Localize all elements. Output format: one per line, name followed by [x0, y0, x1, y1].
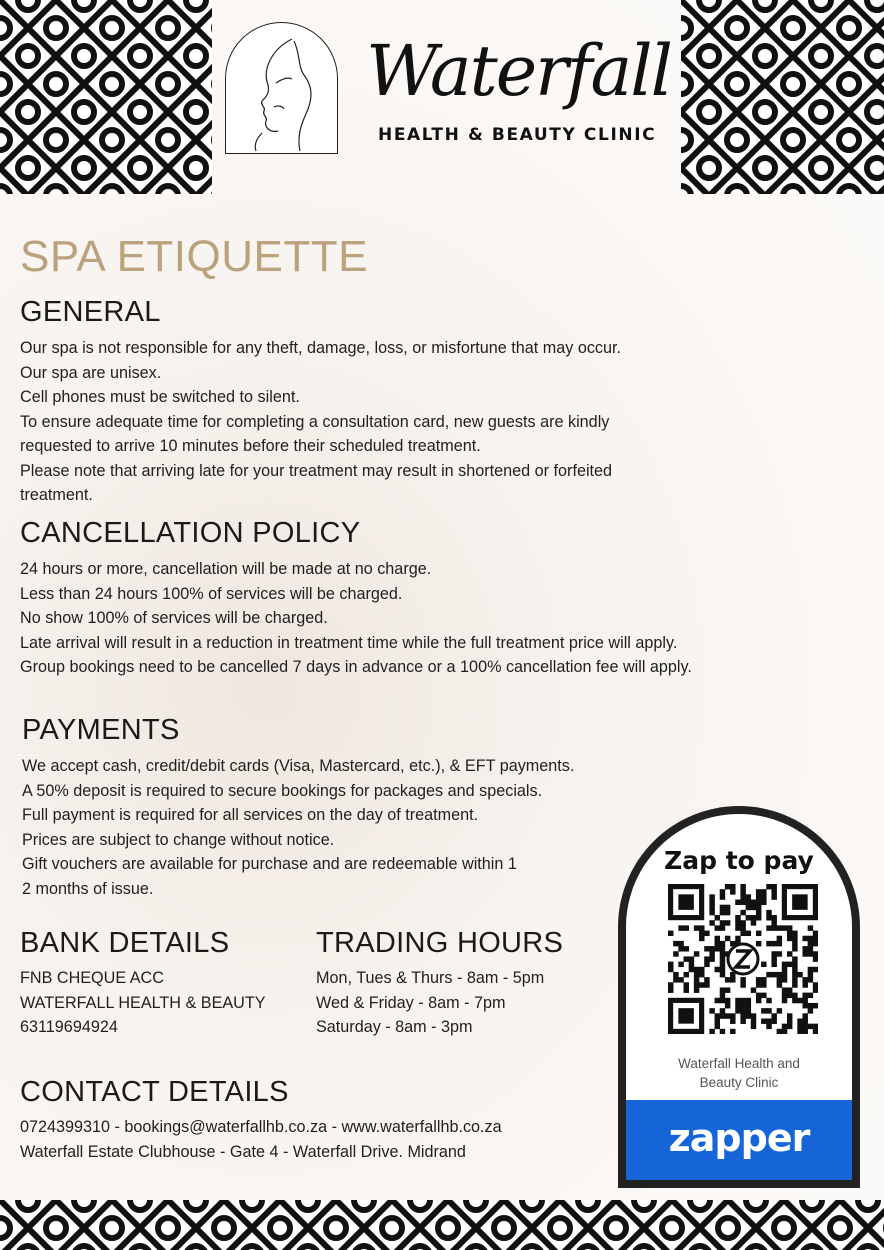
general-line: Our spa is not responsible for any theft, damage, loss, or misfortune that may occur. [20, 339, 622, 357]
qr-code-icon[interactable] [668, 884, 818, 1034]
section-heading-hours: TRADING HOURS [316, 927, 564, 959]
payments-list [22, 754, 574, 901]
payments-line: A 50% deposit is required to secure bookings for packages and specials. [22, 781, 543, 800]
cancellation-line: Late arrival will result in a reduction in treatment time while the full treatment price will apply. [20, 633, 678, 652]
bank-line: FNB CHEQUE ACC [20, 969, 164, 987]
general-line: Please note that arriving late for your treatment may result in shortened or forfeited [20, 461, 613, 480]
payments-line: 2 months of issue. [22, 879, 154, 898]
bank-line: WATERFALL HEALTH & BEAUTY [20, 993, 266, 1012]
section-heading-contact: CONTACT DETAILS [20, 1076, 289, 1108]
zapper-logo: zapper [668, 1116, 810, 1160]
section-heading-payments: PAYMENTS [22, 714, 180, 746]
general-line: Cell phones must be switched to silent. [20, 388, 300, 406]
hours-line: Saturday - 8am - 3pm [316, 1018, 473, 1036]
logo [225, 22, 338, 154]
contact-list [20, 1115, 502, 1164]
general-list [20, 336, 621, 508]
face-line-art-icon [226, 23, 337, 153]
cancellation-line: No show 100% of services will be charged. [20, 609, 328, 627]
hours-line: Wed & Friday - 8am - 7pm [316, 993, 506, 1012]
brand-tagline: HEALTH & BEAUTY CLINIC [378, 125, 657, 145]
zapper-card [618, 806, 860, 1188]
general-line: treatment. [20, 486, 93, 504]
general-line: Our spa are unisex. [20, 363, 162, 382]
payments-line: Prices are subject to change without notice. [22, 830, 335, 849]
decorative-pattern-bottom [0, 1200, 884, 1250]
bank-list [20, 966, 266, 1040]
cancellation-list [20, 557, 692, 680]
zapper-merchant-line: Waterfall Health and [678, 1056, 800, 1071]
general-line: To ensure adequate time for completing a consultation card, new guests are kindly [20, 412, 610, 431]
general-line: requested to arrive 10 minutes before their scheduled treatment. [20, 437, 481, 455]
payments-line: We accept cash, credit/debit cards (Visa, Mastercard, etc.), & EFT payments. [22, 757, 575, 775]
zapper-title: Zap to pay [664, 846, 814, 875]
zapper-brand-band [626, 1100, 852, 1180]
brand-name: Waterfall [366, 30, 672, 112]
zapper-merchant-line: Beauty Clinic [699, 1075, 779, 1090]
section-heading-cancellation: CANCELLATION POLICY [20, 517, 361, 549]
hours-list [316, 966, 544, 1040]
contact-address: Waterfall Estate Clubhouse - Gate 4 - Waterfall Drive. Midrand [20, 1142, 466, 1161]
cancellation-line: Less than 24 hours 100% of services will be charged. [20, 584, 403, 603]
cancellation-line: 24 hours or more, cancellation will be made at no charge. [20, 560, 432, 578]
bank-account-number: 63119694924 [20, 1018, 118, 1036]
contact-line: 0724399310 - bookings@waterfallhb.co.za - www.waterfallhb.co.za [20, 1118, 502, 1136]
hours-line: Mon, Tues & Thurs - 8am - 5pm [316, 969, 545, 987]
decorative-pattern-top-left [0, 0, 212, 194]
cancellation-line: Group bookings need to be cancelled 7 days in advance or a 100% cancellation fee will apply. [20, 658, 692, 676]
section-heading-general: GENERAL [20, 296, 161, 328]
payments-line: Gift vouchers are available for purchase and are redeemable within 1 [22, 855, 517, 873]
section-heading-bank: BANK DETAILS [20, 927, 230, 959]
decorative-pattern-top-right [681, 0, 884, 194]
zapper-merchant [656, 1054, 822, 1092]
payments-line: Full payment is required for all services on the day of treatment. [22, 806, 479, 824]
page-title: SPA ETIQUETTE [20, 232, 368, 281]
